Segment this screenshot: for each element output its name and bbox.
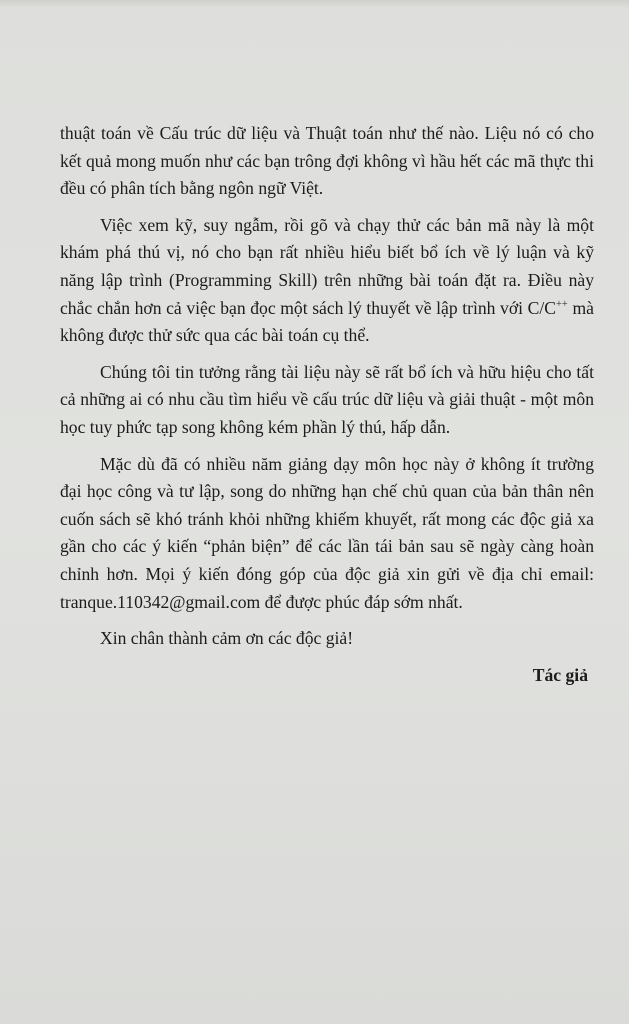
document-body: [60, 120, 594, 698]
signature: Tác giả: [532, 664, 588, 685]
paragraph-2-tail: mà không được thử sức qua các bài toán cụ thể.: [60, 297, 594, 346]
paragraph-3: Chúng tôi tin tưởng rằng tài liệu này sẽ rất bổ ích và hữu hiệu cho tất cả những ai có nhu cầu tìm hiểu về cấu trúc dữ liệu và giải thuật - một môn học tuy phức tạp song không kém phần lý thú, hấp dẫn.: [60, 361, 594, 437]
page-top-edge: [0, 0, 629, 8]
paragraph-4: Mặc dù đã có nhiều năm giảng dạy môn học này ở không ít trường đại học công và tư lập, song do những hạn chế chủ quan của bản thân nên cuốn sách sẽ khó tránh khỏi những khiếm khuyết, rất mong các độc giả xa gần cho các ý kiến “phản biện” để các lần tái bản sau sẽ ngày càng hoàn chỉnh hơn. Mọi ý kiến đóng góp của độc giả xin gửi về địa chỉ email: tranque.110342@gmail.com để được phúc đáp sớm nhất.: [60, 453, 594, 612]
superscript-plus: ++: [555, 298, 568, 310]
paragraph-5: Xin chân thành cảm ơn các độc giả!: [100, 628, 354, 649]
paragraph-2-text: Việc xem kỹ, suy ngẫm, rồi gõ và chạy thử các bản mã này là một khám phá thú vị, nó cho bạn rất nhiều hiểu biết bổ ích về lý luận và kỹ năng lập trình (Programming Skill) trên những bài toán đặt ra. Điều này chắc chắn hơn cả việc bạn đọc một sách lý thuyết về lập trình với C/C: [60, 214, 594, 318]
paragraph-1: thuật toán về Cấu trúc dữ liệu và Thuật toán như thế nào. Liệu nó có cho kết quả mong muốn như các bạn trông đợi không vì hầu hết các mã thực thi đều có phân tích bằng ngôn ngữ Việt.: [60, 123, 594, 199]
paragraph-2: [60, 212, 594, 350]
